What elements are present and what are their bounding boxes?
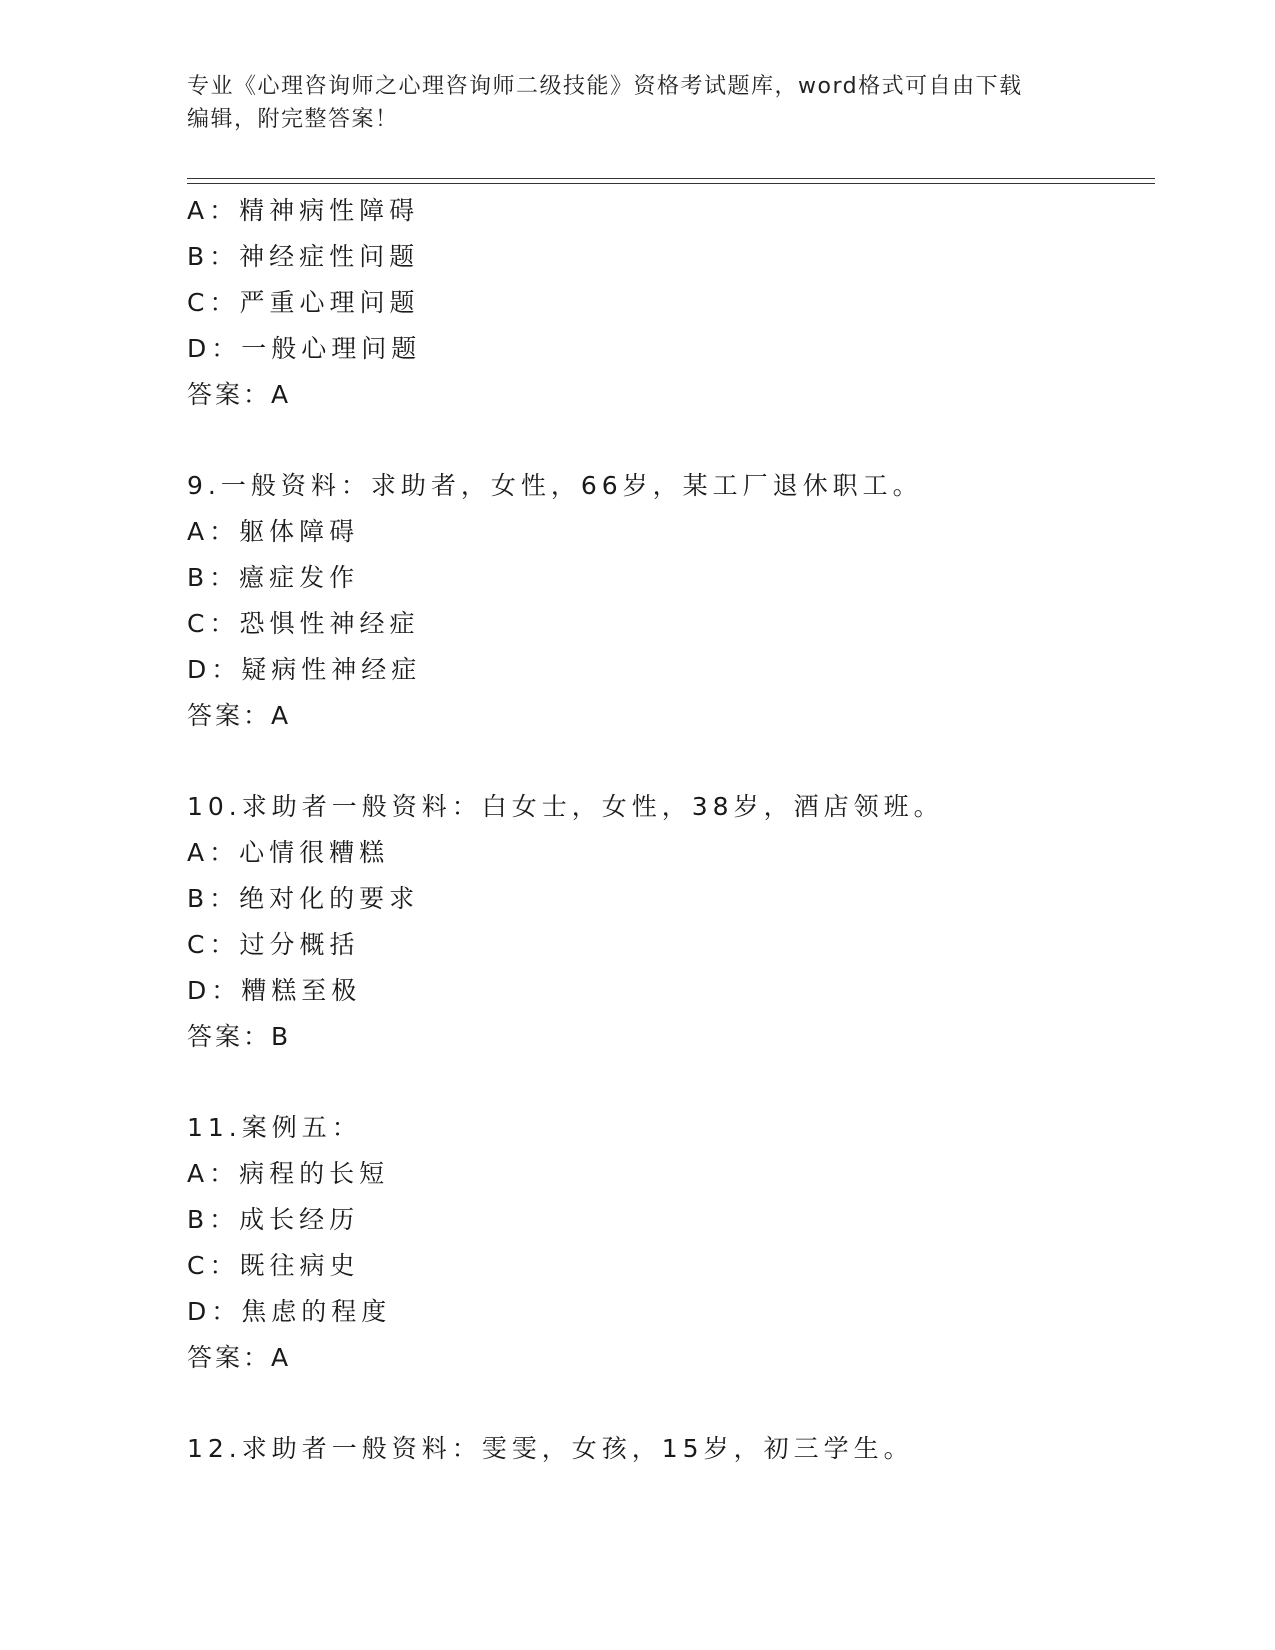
header-divider-top — [187, 178, 1155, 179]
document-header — [187, 70, 1087, 136]
question-block — [187, 463, 1147, 739]
question-block — [187, 1105, 1147, 1381]
answer-line: 答案：A — [187, 701, 292, 730]
question-block — [187, 188, 1147, 418]
option-b: B：绝对化的要求 — [187, 884, 420, 913]
answer-line: 答案：A — [187, 1343, 292, 1372]
option-b: B：神经症性问题 — [187, 242, 420, 271]
option-d: D：糟糕至极 — [187, 976, 362, 1005]
question-block — [187, 1426, 1147, 1472]
option-c: C：严重心理问题 — [187, 288, 420, 317]
option-c: C：恐惧性神经症 — [187, 609, 420, 638]
option-a: A：心情很糟糕 — [187, 838, 390, 867]
answer-line: 答案：B — [187, 1022, 292, 1051]
answer-line: 答案：A — [187, 380, 292, 409]
option-d: D：焦虑的程度 — [187, 1297, 392, 1326]
option-a: A：精神病性障碍 — [187, 196, 420, 225]
option-d: D：疑病性神经症 — [187, 655, 422, 684]
option-d: D：一般心理问题 — [187, 334, 422, 363]
question-text: 11.案例五： — [187, 1113, 362, 1142]
question-list — [187, 188, 1147, 1472]
question-block — [187, 784, 1147, 1060]
question-text: 12.求助者一般资料：雯雯，女孩，15岁，初三学生。 — [187, 1434, 914, 1463]
question-text: 9.一般资料：求助者，女性，66岁，某工厂退休职工。 — [187, 471, 923, 500]
question-text: 10.求助者一般资料：白女士，女性，38岁，酒店领班。 — [187, 792, 944, 821]
option-a: A：躯体障碍 — [187, 517, 360, 546]
option-c: C：既往病史 — [187, 1251, 360, 1280]
option-a: A：病程的长短 — [187, 1159, 390, 1188]
header-line-2: 编辑，附完整答案！ — [187, 107, 399, 132]
option-b: B：癔症发作 — [187, 563, 360, 592]
option-c: C：过分概括 — [187, 930, 360, 959]
option-b: B：成长经历 — [187, 1205, 360, 1234]
header-divider-bottom — [187, 183, 1155, 184]
header-line-1: 专业《心理咨询师之心理咨询师二级技能》资格考试题库，word格式可自由下载 — [187, 74, 1023, 99]
